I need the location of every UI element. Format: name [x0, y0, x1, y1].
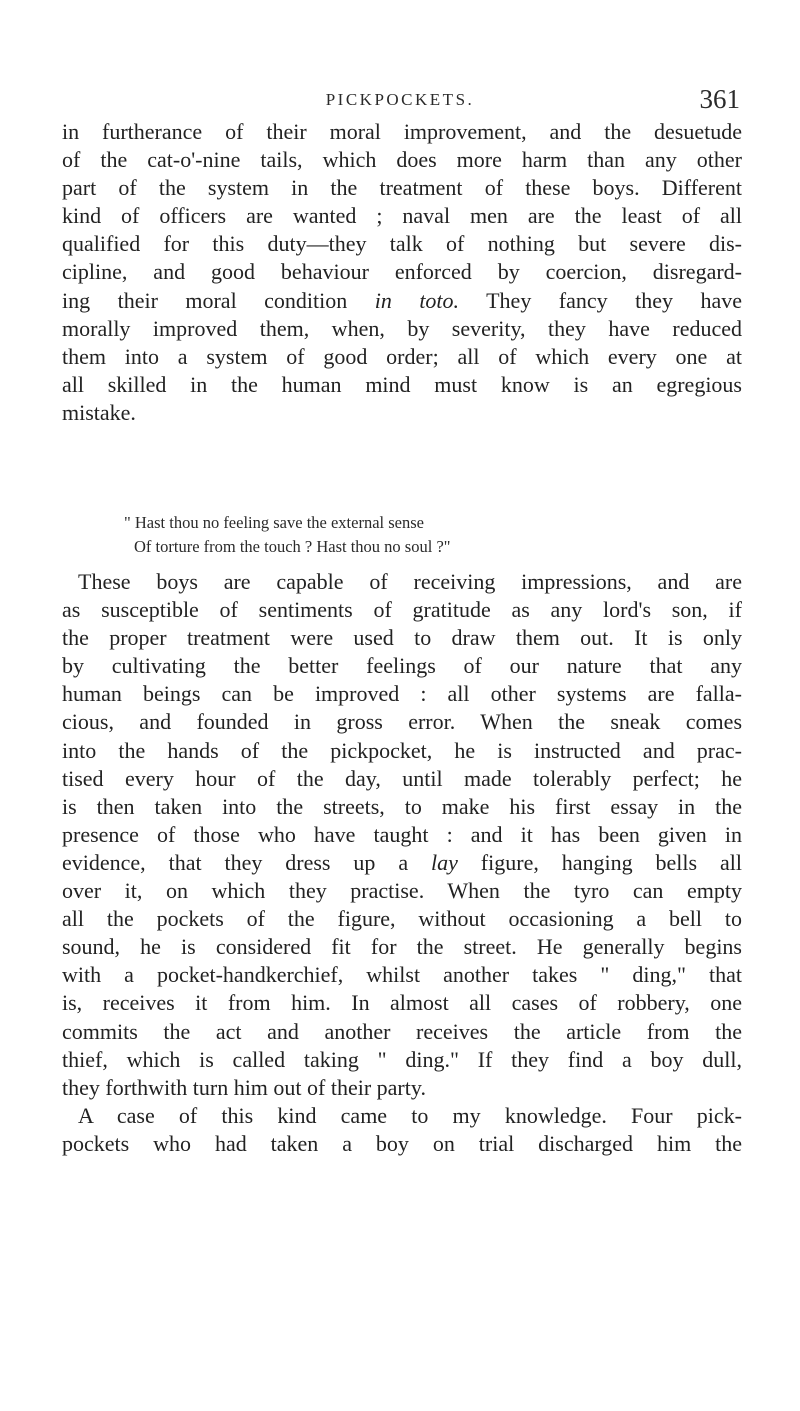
text-line: pockets who had taken a boy on trial discharged him the	[62, 1131, 742, 1157]
paragraph-3	[62, 1102, 742, 1158]
text-line: with a pocket-handkerchief, whilst another takes " ding," that	[62, 962, 742, 988]
verse-quotation	[124, 511, 684, 559]
text-line: they forthwith turn him out of their party.	[62, 1074, 426, 1100]
italic-phrase: in toto.	[374, 287, 460, 313]
text-line: cipline, and good behaviour enforced by coercion, disregard-	[62, 259, 742, 285]
text-line: as susceptible of sentiments of gratitude as any lord's son, if	[62, 597, 742, 623]
text-line: thief, which is called taking " ding." If they find a boy dull,	[62, 1046, 742, 1072]
text-line: in furtherance of their moral improvement, and the desuetude	[62, 119, 742, 144]
text-line	[62, 849, 742, 877]
page-number: 361	[699, 84, 740, 114]
text-line: part of the system in the treatment of these boys. Different	[62, 175, 742, 201]
paragraph-1	[62, 118, 742, 427]
text-line	[62, 287, 742, 315]
text-line: A case of this kind came to my knowledge. Four pick-	[78, 1103, 742, 1128]
text-line: into the hands of the pickpocket, he is instructed and prac-	[62, 737, 742, 763]
text-line: qualified for this duty—they talk of nothing but severe dis-	[62, 231, 742, 257]
text-line: presence of those who have taught : and it has been given in	[62, 821, 742, 847]
text-line: morally improved them, when, by severity, they have reduced	[62, 315, 742, 341]
text-line: all skilled in the human mind must know is an egregious	[62, 371, 742, 397]
verse-line: Of torture from the touch ? Hast thou no soul ?"	[134, 537, 451, 556]
verse-line: " Hast thou no feeling save the external sense	[124, 513, 424, 532]
running-title: PICKPOCKETS.	[325, 90, 475, 109]
italic-word: lay	[431, 849, 458, 875]
text-line: them into a system of good order; all of which every one at	[62, 343, 742, 369]
text-line: all the pockets of the figure, without occasioning a bell to	[62, 906, 742, 932]
text-run: evidence, that they dress up a	[62, 849, 431, 875]
text-line: is then taken into the streets, to make his first essay in the	[62, 793, 742, 819]
text-line: the proper treatment were used to draw them out. It is only	[62, 625, 742, 651]
text-line: over it, on which they practise. When the tyro can empty	[62, 878, 742, 904]
text-line: kind of officers are wanted ; naval men are the least of all	[62, 203, 742, 229]
text-line: human beings can be improved : all other systems are falla-	[62, 681, 742, 707]
text-line: mistake.	[62, 399, 136, 425]
text-line: of the cat-o'-nine tails, which does more harm than any other	[62, 147, 742, 173]
text-line: commits the act and another receives the article from the	[62, 1018, 742, 1044]
running-head	[0, 86, 800, 116]
text-run: ing their moral condition	[62, 287, 375, 313]
text-line: is, receives it from him. In almost all cases of robbery, one	[62, 990, 742, 1016]
text-run: They fancy they have	[459, 287, 742, 313]
text-line: by cultivating the better feelings of our nature that any	[62, 653, 742, 679]
paragraph-2	[62, 568, 742, 1102]
text-line: These boys are capable of receiving impressions, and are	[78, 569, 742, 594]
text-line: sound, he is considered fit for the street. He generally begins	[62, 934, 742, 960]
text-line: cious, and founded in gross error. When the sneak comes	[62, 709, 742, 735]
text-run: figure, hanging bells all	[457, 849, 742, 875]
text-line: tised every hour of the day, until made tolerably perfect; he	[62, 765, 742, 791]
